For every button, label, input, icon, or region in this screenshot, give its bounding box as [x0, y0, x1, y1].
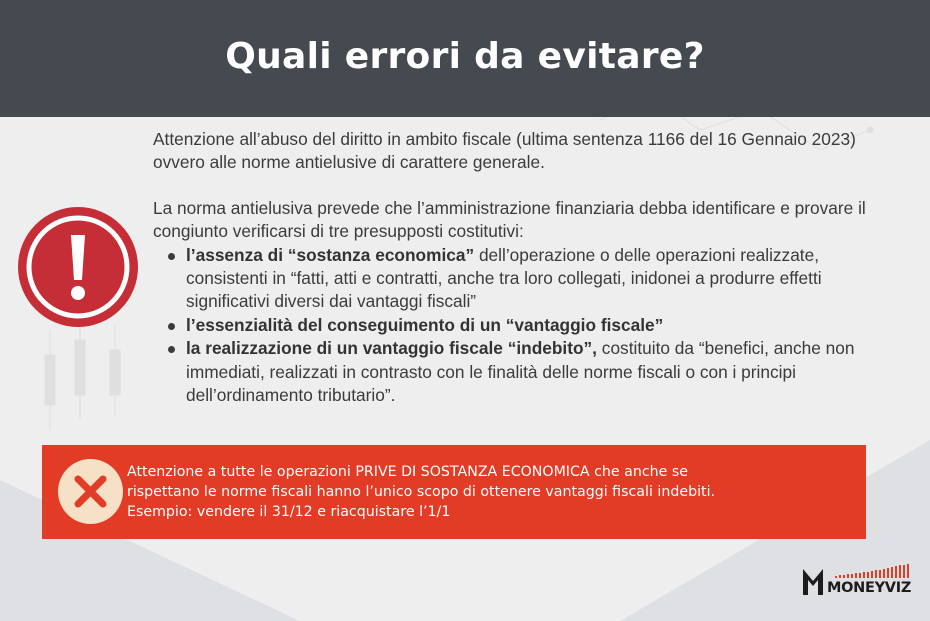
header-bar — [0, 0, 930, 117]
warning-line: Esempio: vendere il 31/12 e riacquistare l’1/1 — [127, 504, 451, 520]
brand-logo — [802, 564, 920, 598]
list-item — [153, 244, 873, 314]
list-item-bold: la realizzazione di un vantaggio fiscale “indebito”, — [186, 338, 597, 359]
requirements-list — [153, 244, 873, 408]
list-item-bold: l’assenza di “sostanza economica” — [186, 244, 475, 265]
warning-text — [127, 462, 857, 522]
page-title: Quali errori da evitare? — [225, 36, 705, 77]
list-item-text: costituito da “benefici, anche non immediati, realizzati in contrasto con le finalità delle norme fiscali o con i principi dell’ordinamento tributario”. — [186, 338, 855, 406]
logo-wordmark: MONEYVIZ — [827, 580, 912, 596]
norm-paragraph: La norma antielusiva prevede che l’amministrazione finanziaria debba identificare e provare il congiunto verificarsi di tre presupposti costitutivi: — [153, 197, 866, 242]
warning-box — [42, 445, 866, 539]
list-item-bold: l’essenzialità del conseguimento di un “vantaggio fiscale” — [186, 314, 664, 335]
warning-line: Attenzione a tutte le operazioni PRIVE DI SOSTANZA ECONOMICA che anche se — [127, 464, 688, 480]
x-mark-icon — [58, 459, 123, 524]
exclamation-alert-icon — [16, 205, 140, 329]
content-body — [153, 128, 873, 407]
list-item — [153, 314, 873, 337]
intro-paragraph: Attenzione all’abuso del diritto in ambito fiscale (ultima sentenza 1166 del 16 Gennaio 2023) ovvero alle norme antielusive di carattere generale. — [153, 129, 856, 173]
list-item — [153, 337, 873, 407]
warning-line: rispettano le norme fiscali hanno l’unico scopo di ottenere vantaggi fiscali indebiti. — [127, 484, 716, 500]
list-item-text: dell’operazione o delle operazioni realizzate, consistenti in “fatti, atti e contratti, anche tra loro collegati, inidonei a produrre effetti significativi diversi dai vantaggi fiscali” — [186, 244, 822, 312]
